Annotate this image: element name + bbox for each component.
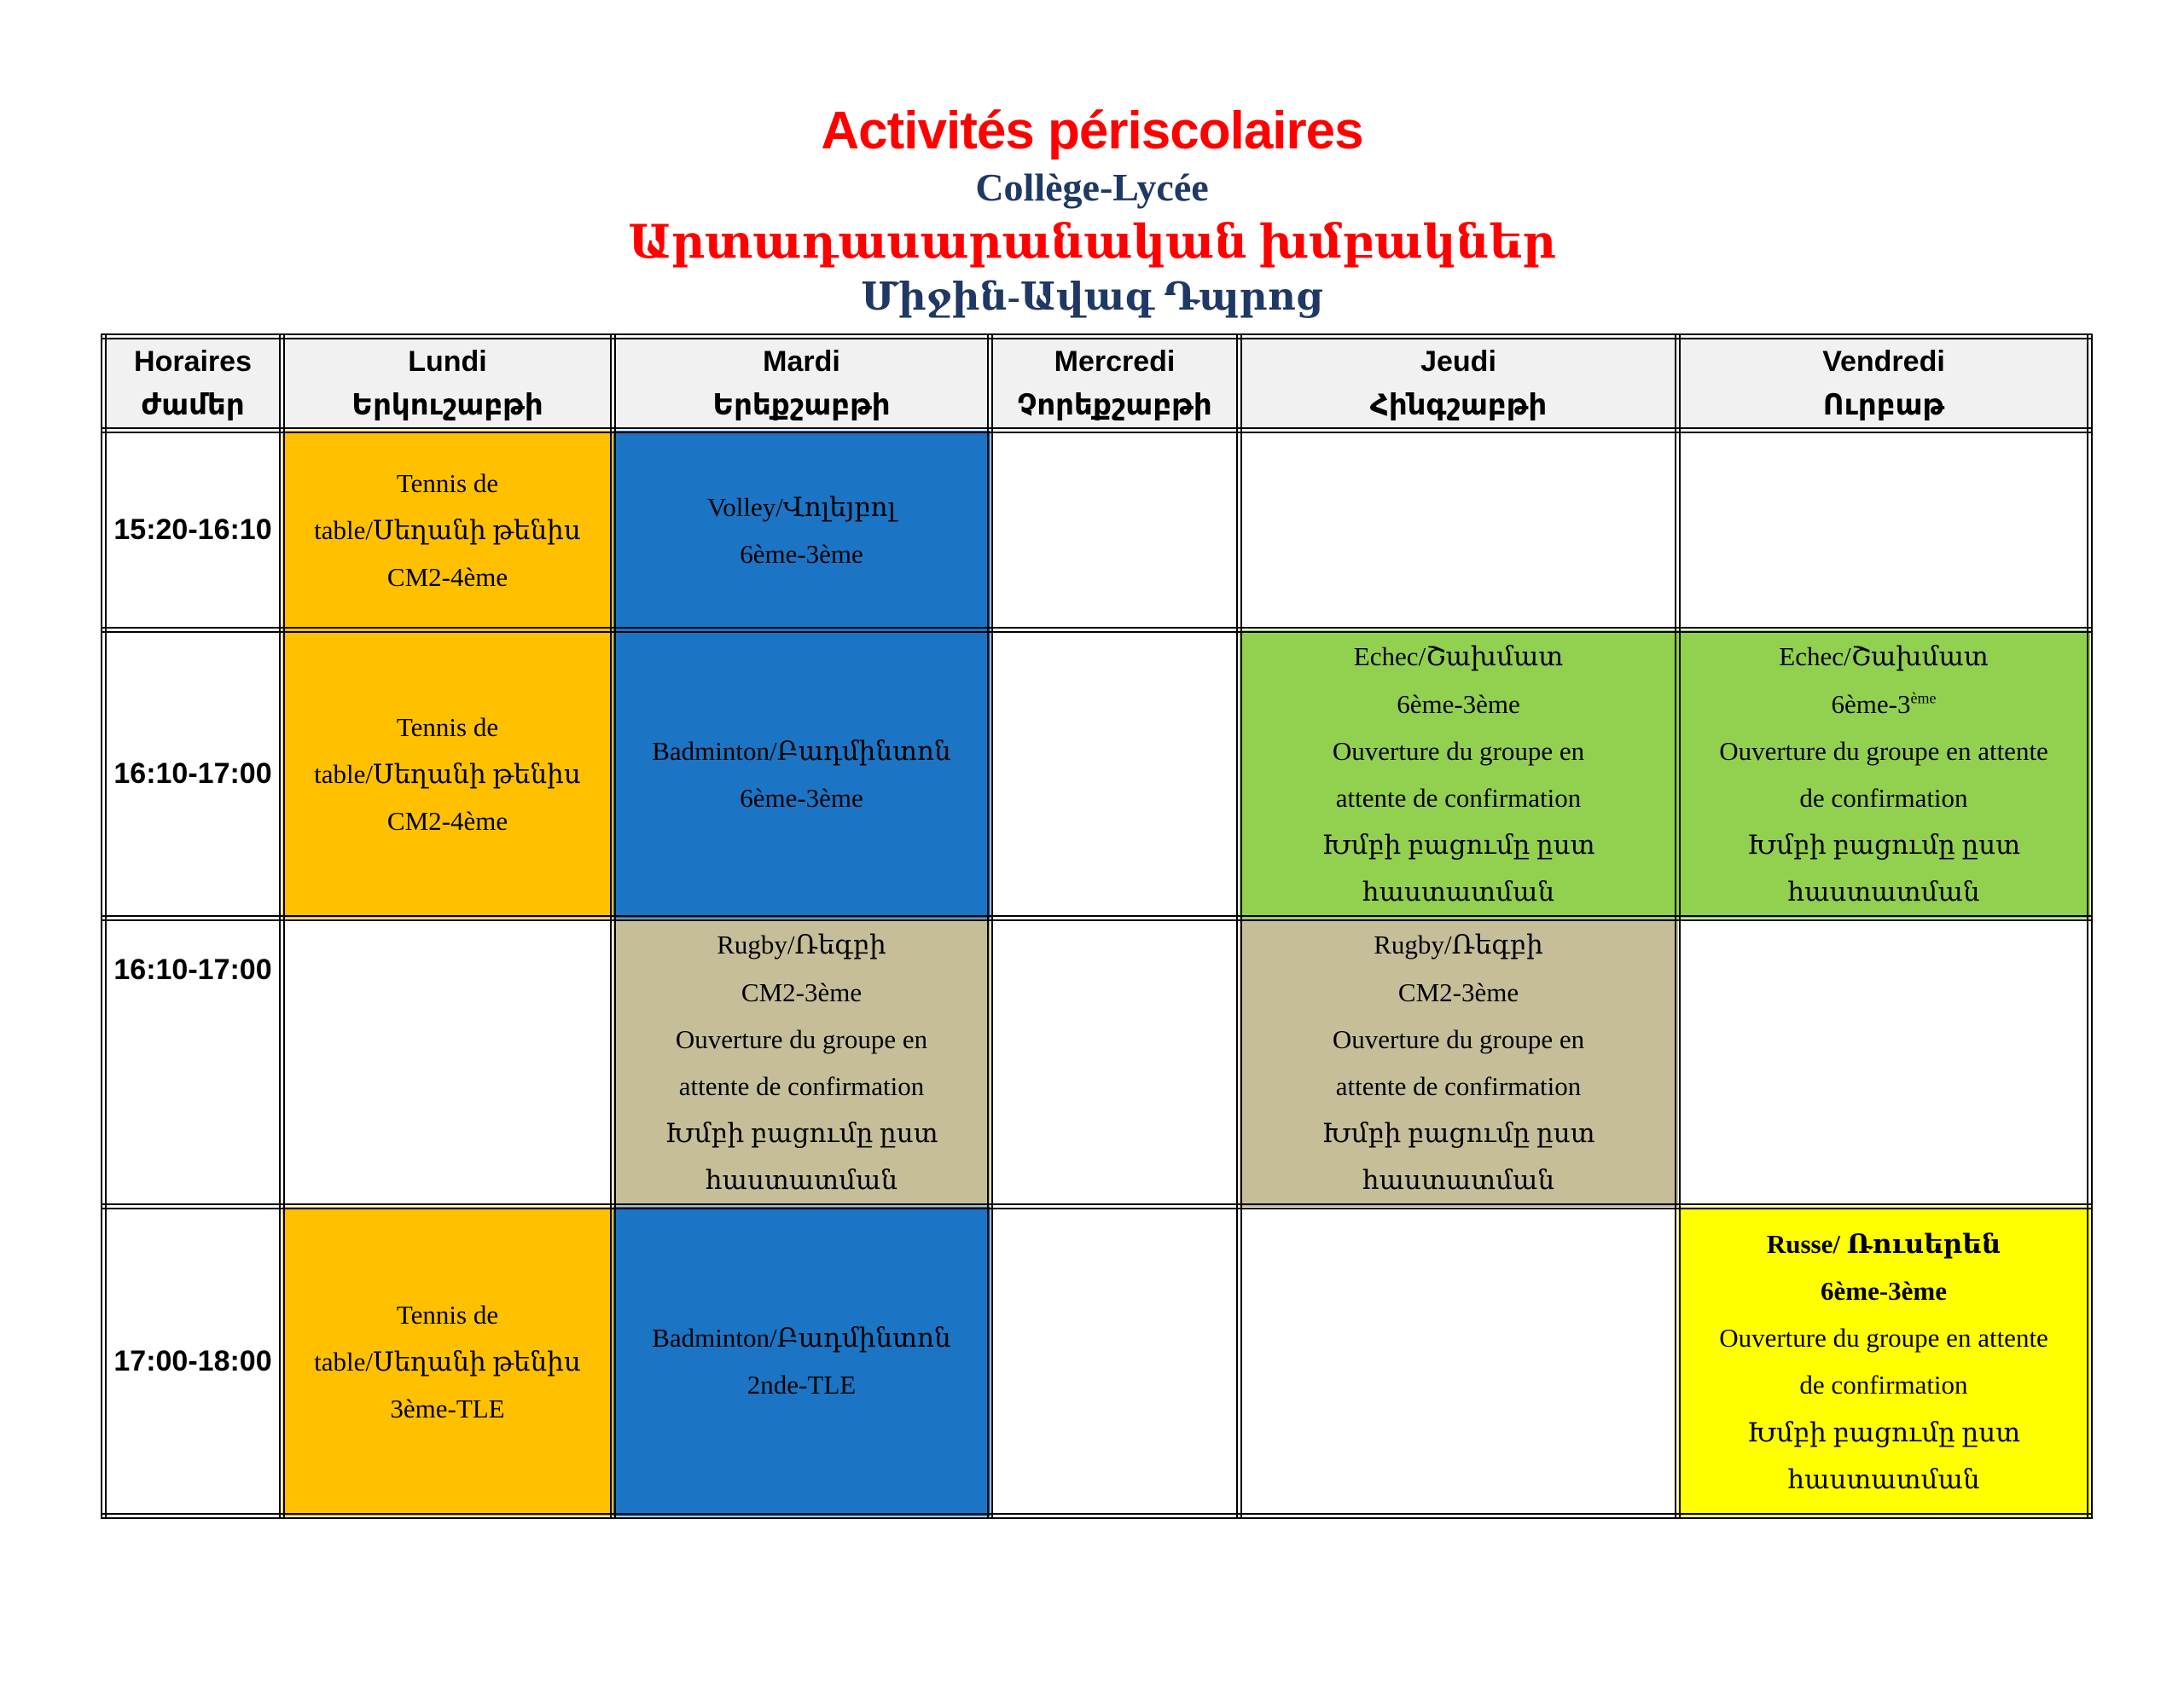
- activity-text: [285, 704, 610, 845]
- activity-line: CM2-4ème: [386, 562, 508, 593]
- column-header-label-fr: Lundi: [408, 345, 487, 378]
- schedule-cell-mercredi-row-2: [990, 630, 1240, 919]
- schedule-cell-vendredi-row-4: [1678, 1207, 2090, 1516]
- header-row: [104, 337, 2090, 431]
- activity-line: CM2-4ème: [386, 806, 508, 837]
- column-header-label-hy: Երկուշաբթի: [351, 388, 543, 421]
- activity-line: Ouverture du groupe en attente: [1719, 735, 2048, 766]
- activity-line: 6ème-3ème: [1831, 688, 1937, 719]
- activity-line: Ouverture du groupe en: [1332, 735, 1585, 766]
- activity-line: Tennis de: [396, 712, 499, 743]
- activity-line: 6ème-3ème: [1820, 1276, 1947, 1307]
- activity-line: attente de confirmation: [1335, 1070, 1582, 1101]
- activity-line: table/Սեղանի թենիս: [314, 759, 581, 790]
- activity-text: [1242, 633, 1675, 915]
- column-header-label-hy: ժամեր: [141, 388, 245, 421]
- document-heading: [0, 0, 2184, 322]
- activity-line: Rugby/Ռեգբի: [1374, 930, 1543, 960]
- activity-line: Badminton/Բադմինտոն: [652, 1323, 951, 1354]
- activity-line: 6ème-3ème: [740, 538, 863, 569]
- activity-line: Echec/Շախմատ: [1779, 641, 1989, 672]
- column-header-label-hy: Ուրբաթ: [1822, 388, 1945, 421]
- schedule-cell-vendredi-row-3: [1678, 919, 2090, 1207]
- activity-line: հաստատման: [1362, 1165, 1555, 1196]
- activity-line: Խմբի բացումը ըստ: [665, 1118, 938, 1149]
- activity-line: table/Սեղանի թենիս: [314, 515, 581, 546]
- schedule-cell-vendredi-row-2: [1678, 630, 2090, 919]
- time-cell-row-2: 16:10-17:00: [104, 630, 282, 919]
- activity-line: Խմբի բացումը ըստ: [1321, 830, 1595, 861]
- activity-text: [616, 921, 987, 1203]
- column-header-mercredi: [990, 337, 1240, 431]
- schedule-cell-jeudi-row-4: [1240, 1207, 1678, 1516]
- activity-line: attente de confirmation: [1335, 782, 1582, 813]
- activity-line: 6ème-3ème: [740, 782, 863, 813]
- schedule-cell-lundi-row-2: [282, 630, 613, 919]
- schedule-cell-lundi-row-4: [282, 1207, 613, 1516]
- activity-text: [616, 484, 987, 577]
- table-row-3: [104, 919, 2090, 1207]
- schedule-cell-jeudi-row-2: [1240, 630, 1678, 919]
- subtitle-college-lycee: Collège-Lycée: [975, 165, 1209, 210]
- schedule-body: [104, 431, 2090, 1516]
- activity-text: [616, 1314, 987, 1408]
- column-header-label-fr: Horaires: [134, 345, 252, 378]
- schedule-cell-mardi-row-4: [613, 1207, 990, 1516]
- table-row-4: [104, 1207, 2090, 1516]
- time-cell-row-4: 17:00-18:00: [104, 1207, 282, 1516]
- activity-line: Խմբի բացումը ըստ: [1321, 1118, 1595, 1149]
- table-row-1: [104, 431, 2090, 630]
- activity-line: table/Սեղանի թենիս: [314, 1346, 581, 1377]
- activity-line: 3ème-TLE: [390, 1394, 505, 1424]
- column-header-mardi: [613, 337, 990, 431]
- column-header-lundi: [282, 337, 613, 431]
- activity-line: CM2-3ème: [741, 977, 863, 1007]
- activity-line: Volley/Վոլեյբոլ: [706, 491, 897, 522]
- schedule-cell-vendredi-row-1: [1678, 431, 2090, 630]
- schedule-cell-mardi-row-3: [613, 919, 990, 1207]
- activity-line: 6ème-3ème: [1397, 688, 1520, 719]
- schedule-cell-mardi-row-2: [613, 630, 990, 919]
- schedule-cell-jeudi-row-1: [1240, 431, 1678, 630]
- column-header-label-fr: Vendredi: [1822, 345, 1945, 378]
- schedule-cell-lundi-row-1: [282, 431, 613, 630]
- activity-line: հաստատման: [1787, 1464, 1980, 1494]
- column-header-label-fr: Jeudi: [1420, 345, 1496, 378]
- activity-line: Ouverture du groupe en attente: [1719, 1323, 2048, 1354]
- activity-text: [1681, 633, 2087, 915]
- activity-line: Rugby/Ռեգբի: [717, 930, 886, 960]
- column-header-label-hy: Չորեքշաբթի: [1017, 388, 1212, 421]
- activity-line: Tennis de: [396, 1299, 499, 1330]
- time-cell-row-1: 15:20-16:10: [104, 431, 282, 630]
- activity-line: Ouverture du groupe en: [1332, 1023, 1585, 1054]
- column-header-jeudi: [1240, 337, 1678, 431]
- activity-line: Ouverture du groupe en: [675, 1023, 928, 1054]
- activity-line: 2nde-TLE: [746, 1370, 857, 1400]
- activity-line: de confirmation: [1799, 1370, 1968, 1400]
- activity-line: Echec/Շախմատ: [1353, 641, 1564, 672]
- column-header-label-hy: Հինգշաբթի: [1369, 388, 1548, 421]
- subtitle-armenian-groups: Արտադասարանական խմբակներ: [628, 217, 1556, 269]
- schedule-cell-mercredi-row-3: [990, 919, 1240, 1207]
- column-header-label-fr: Mardi: [763, 345, 840, 378]
- column-header-horaires: [104, 337, 282, 431]
- activity-text: [1242, 921, 1675, 1203]
- column-header-label-hy: Երեքշաբթի: [712, 388, 891, 421]
- schedule-cell-mercredi-row-1: [990, 431, 1240, 630]
- activity-text: [285, 460, 610, 601]
- schedule-table: [101, 333, 2093, 1519]
- activity-line: Խմբի բացումը ըստ: [1746, 830, 2021, 861]
- column-header-label-fr: Mercredi: [1054, 345, 1176, 378]
- time-cell-row-3: 16:10-17:00: [104, 919, 282, 1207]
- activity-line: attente de confirmation: [678, 1070, 925, 1101]
- activity-line: հաստատման: [705, 1165, 898, 1196]
- schedule-cell-mardi-row-1: [613, 431, 990, 630]
- activity-text: [616, 728, 987, 821]
- activity-text: [1681, 1220, 2087, 1503]
- activity-line: Badminton/Բադմինտոն: [652, 735, 951, 766]
- column-header-vendredi: [1678, 337, 2090, 431]
- activity-line: հաստատման: [1362, 877, 1555, 907]
- activity-line: de confirmation: [1799, 782, 1968, 813]
- activity-line: հաստատման: [1787, 877, 1980, 907]
- schedule-cell-mercredi-row-4: [990, 1207, 1240, 1516]
- schedule-cell-jeudi-row-3: [1240, 919, 1678, 1207]
- schedule-cell-lundi-row-3: [282, 919, 613, 1207]
- activity-line: Խմբի բացումը ըստ: [1746, 1417, 2021, 1447]
- activity-text: [285, 1291, 610, 1433]
- activity-line: CM2-3ème: [1397, 977, 1519, 1007]
- page-title: Activités périscolaires: [821, 101, 1363, 160]
- table-row-2: [104, 630, 2090, 919]
- subtitle-armenian-school: Միջին-Ավագ Դպրոց: [861, 275, 1323, 318]
- activity-line: Russe/ Ռուսերեն: [1766, 1228, 2001, 1259]
- activity-line: Tennis de: [396, 468, 499, 499]
